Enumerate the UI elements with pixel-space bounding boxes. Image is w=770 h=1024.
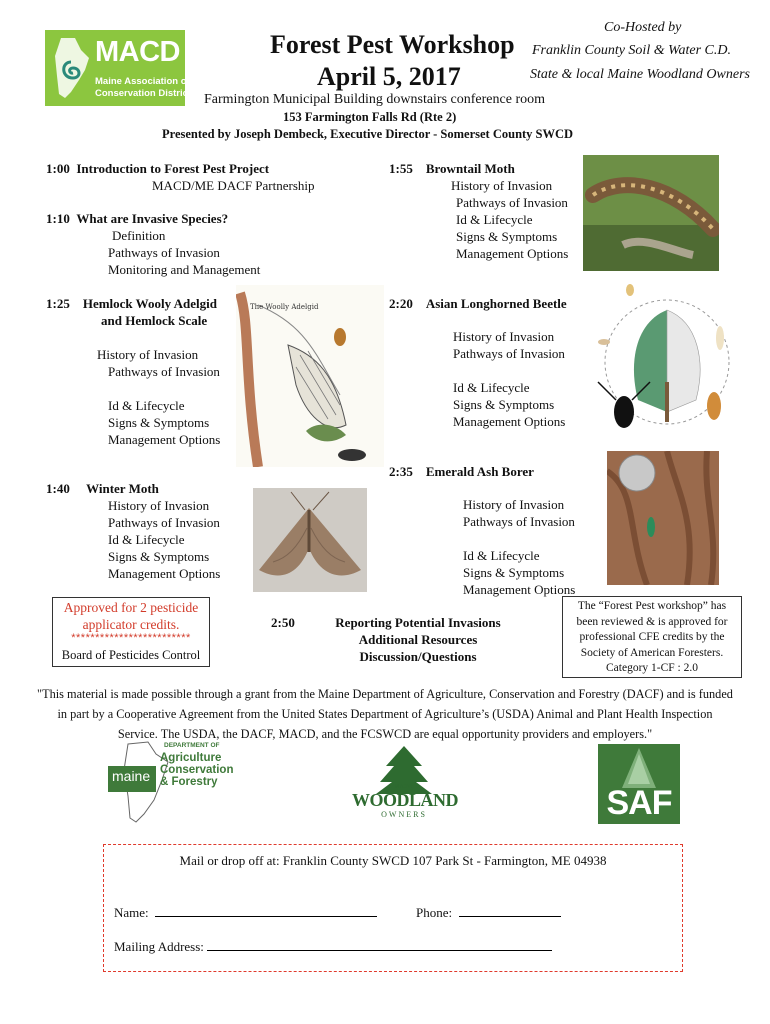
logo-title: MACD: [95, 36, 180, 68]
session-1-25: 1:25 Hemlock Wooly Adelgid and Hemlock Scale History of Invasion Pathways of Invasion Id & Lifecycle Signs & Symptoms Management Options: [46, 296, 221, 447]
phone-field[interactable]: Phone:: [416, 903, 561, 921]
cohost-line-2: State & local Maine Woodland Owners: [530, 67, 750, 82]
logo-subtitle: Maine Association of Conservation Districts: [95, 76, 197, 99]
maine-dacf-logo: DEPARTMENT OF maine Agriculture Conservation & Forestry: [108, 740, 232, 824]
session-1-10: 1:10 What are Invasive Species? Definition Pathways of Invasion Monitoring and Management: [46, 211, 261, 277]
cohost-line-1: Franklin County Soil & Water C.D.: [532, 43, 731, 58]
session-1-40: 1:40 Winter Moth History of Invasion Pathways of Invasion Id & Lifecycle Signs & Symptoms Management Options: [46, 481, 221, 581]
woodland-owners-logo: MAINE WOODLAND OWNERS: [352, 744, 456, 824]
longhorned-beetle-lifecycle: [594, 282, 740, 442]
registration-form-box: [103, 844, 683, 972]
session-2-20: 2:20 Asian Longhorned Beetle History of Invasion Pathways of Invasion Id & Lifecycle Signs & Symptoms Management Options: [389, 296, 567, 429]
workshop-date: April 5, 2017: [317, 62, 461, 91]
saf-logo: SAF: [598, 744, 680, 824]
name-field[interactable]: Name:: [114, 903, 377, 921]
mailing-address-field[interactable]: Mailing Address:: [114, 937, 552, 955]
emerald-ash-borer-photo: [607, 451, 719, 585]
pesticide-credits-box: Approved for 2 pesticide applicator credits. ************************* Board of Pesticides Control: [52, 597, 210, 667]
maine-state-icon: [51, 36, 91, 100]
winter-moth-photo: [253, 488, 367, 592]
session-2-50: Reporting Potential Invasions Additional Resources Discussion/Questions: [335, 615, 501, 664]
browntail-caterpillar-photo: [583, 155, 719, 271]
macd-logo: [45, 30, 197, 106]
workshop-title: Forest Pest Workshop: [270, 30, 515, 59]
svg-text:The Woolly Adelgid: The Woolly Adelgid: [250, 303, 319, 311]
presenter-line: Presented by Joseph Dembeck, Executive Director - Somerset County SWCD: [162, 127, 574, 141]
venue-location: Farmington Municipal Building downstairs conference room: [204, 92, 545, 107]
funding-disclaimer: "This material is made possible through a grant from the Maine Department of Agriculture, Conservation and Forestry (DACF) and is funded in part by a Cooperative Agreement from the United States Department of Agriculture’s (USDA) Animal and Plant Health Inspection Service. The USDA, the DACF, MACD, and the FCSWCD are equal opportunity providers and employers.": [37, 687, 733, 741]
cfe-credits-box: The “Forest Pest workshop” has been reviewed & is approved for professional CFE credits by the Society of American Foresters. Category 1-CF : 2.0: [562, 596, 742, 678]
session-2-50-time: 2:50: [271, 615, 295, 630]
session-2-35: 2:35 Emerald Ash Borer History of Invasion Pathways of Invasion Id & Lifecycle Signs & Symptoms Management Options: [389, 464, 576, 597]
session-1-00: 1:00 Introduction to Forest Pest Project MACD/ME DACF Partnership: [46, 161, 315, 193]
cohost-heading: Co-Hosted by: [604, 20, 682, 35]
session-1-55: 1:55 Browntail Moth History of Invasion Pathways of Invasion Id & Lifecycle Signs & Symptoms Management Options: [389, 161, 569, 261]
venue-address: 153 Farmington Falls Rd (Rte 2): [283, 110, 457, 124]
mail-instructions: Mail or drop off at: Franklin County SWCD 107 Park St - Farmington, ME 04938: [179, 853, 607, 868]
hemlock-adelgid-illustration: [236, 285, 384, 467]
